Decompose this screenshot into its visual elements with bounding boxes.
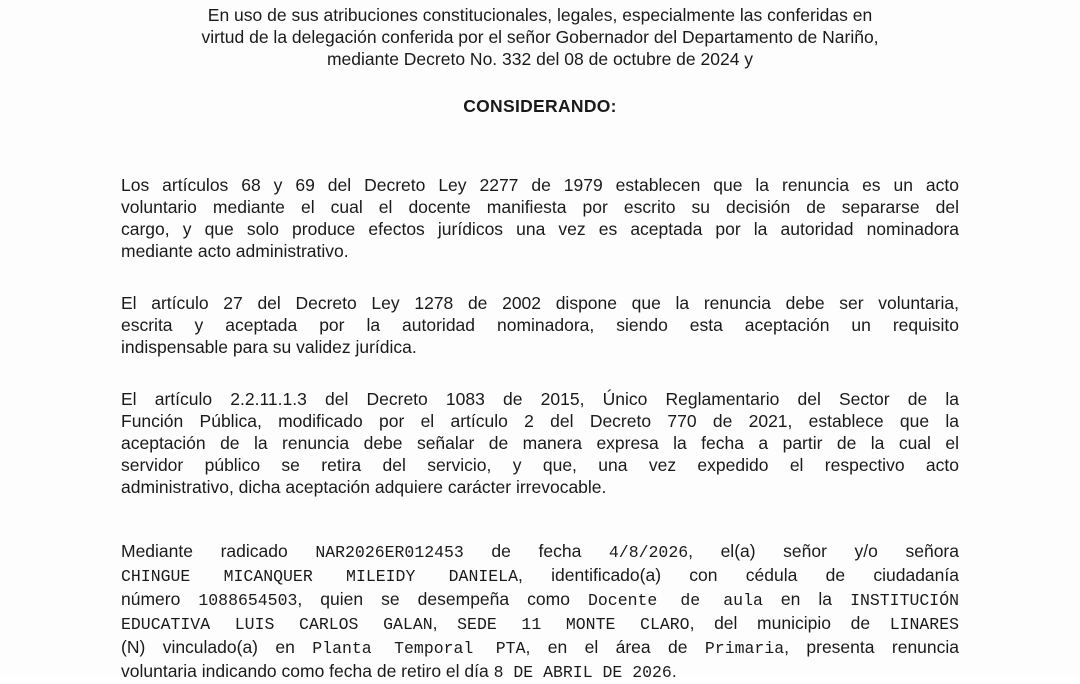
- radicado-date: 4/8/2026: [608, 543, 689, 562]
- intro-line: mediante Decreto No. 332 del 08 de octubre de 2024 y: [326, 49, 754, 69]
- paragraph-decreto-1278: [121, 292, 959, 358]
- area-name: Primaria: [704, 639, 785, 658]
- paragraph-radicado: [121, 540, 959, 684]
- text-fragment: , el(a) señor y/o señora: [688, 541, 959, 561]
- paragraph-line: [121, 636, 959, 660]
- text-fragment: Mediante radicado: [121, 541, 316, 561]
- paragraph-line: servidor público se retira del servicio, y que, una vez expedido el respectivo acto: [121, 455, 959, 475]
- institution-name: INSTITUCIÓN: [850, 591, 959, 610]
- retiro-date: 8 DE ABRIL DE 2026: [493, 663, 672, 682]
- paragraph-line: voluntario mediante el cual el docente manifiesta por escrito su decisión de separarse del: [121, 197, 959, 217]
- planta-type: Planta Temporal PTA: [312, 639, 526, 658]
- text-fragment: en la: [762, 589, 851, 609]
- text-fragment: de fecha: [463, 541, 609, 561]
- text-fragment: .: [671, 661, 677, 681]
- paragraph-line: [121, 612, 959, 636]
- employee-name: CHINGUE MICANQUER MILEIDY DANIELA: [121, 567, 518, 586]
- paragraph-line: [121, 540, 959, 564]
- considerando-heading: CONSIDERANDO:: [463, 96, 617, 116]
- paragraph-line: [121, 564, 959, 588]
- text-fragment: ,: [432, 613, 458, 633]
- institution-name: EDUCATIVA LUIS CARLOS GALAN: [121, 615, 433, 634]
- paragraph-line: El artículo 27 del Decreto Ley 1278 de 2002 dispone que la renuncia debe ser voluntaria,: [121, 293, 959, 313]
- radicado-number: NAR2026ER012453: [315, 543, 464, 562]
- text-fragment: , quien se desempeña como: [297, 589, 588, 609]
- paragraph-line: [121, 660, 959, 684]
- paragraph-line: indispensable para su validez jurídica.: [121, 337, 417, 357]
- paragraph-line: Función Pública, modificado por el artículo 2 del Decreto 770 de 2021, establece que la: [121, 411, 959, 431]
- text-fragment: , en el área de: [525, 637, 705, 657]
- paragraph-line: [121, 588, 959, 612]
- paragraph-line: El artículo 2.2.11.1.3 del Decreto 1083 de 2015, Único Reglamentario del Sector de la: [121, 389, 959, 409]
- paragraph-decreto-2277: [121, 174, 959, 262]
- intro-line: virtud de la delegación conferida por el señor Gobernador del Departamento de Nariño,: [201, 27, 879, 47]
- paragraph-line: escrita y aceptada por la autoridad nominadora, siendo esta aceptación un requisito: [121, 315, 959, 335]
- job-title: Docente de aula: [588, 591, 763, 610]
- intro-block: [130, 4, 950, 70]
- paragraph-line: Los artículos 68 y 69 del Decreto Ley 2277 de 1979 establecen que la renuncia es un acto: [121, 175, 959, 195]
- paragraph-line: administrativo, dicha aceptación adquiere carácter irrevocable.: [121, 477, 607, 497]
- text-fragment: voluntaria indicando como fecha de retiro el día: [121, 661, 494, 681]
- text-fragment: número: [121, 589, 199, 609]
- sede-name: SEDE 11 MONTE CLARO: [457, 615, 690, 634]
- municipio-name: LINARES: [889, 615, 959, 634]
- text-fragment: , presenta renuncia: [784, 637, 960, 657]
- text-fragment: (N) vinculado(a) en: [121, 637, 313, 657]
- text-fragment: , del municipio de: [689, 613, 890, 633]
- intro-line: En uso de sus atribuciones constitucionales, legales, especialmente las conferidas en: [207, 5, 873, 25]
- text-fragment: , identificado(a) con cédula de ciudadanía: [517, 565, 959, 585]
- cedula-number: 1088654503: [198, 591, 298, 610]
- paragraph-line: cargo, y que solo produce efectos jurídicos una vez es aceptada por la autoridad nominadora: [121, 219, 959, 239]
- paragraph-decreto-1083: [121, 388, 959, 498]
- paragraph-line: mediante acto administrativo.: [121, 241, 349, 261]
- paragraph-line: aceptación de la renuncia debe señalar de manera expresa la fecha a partir de la cual el: [121, 433, 959, 453]
